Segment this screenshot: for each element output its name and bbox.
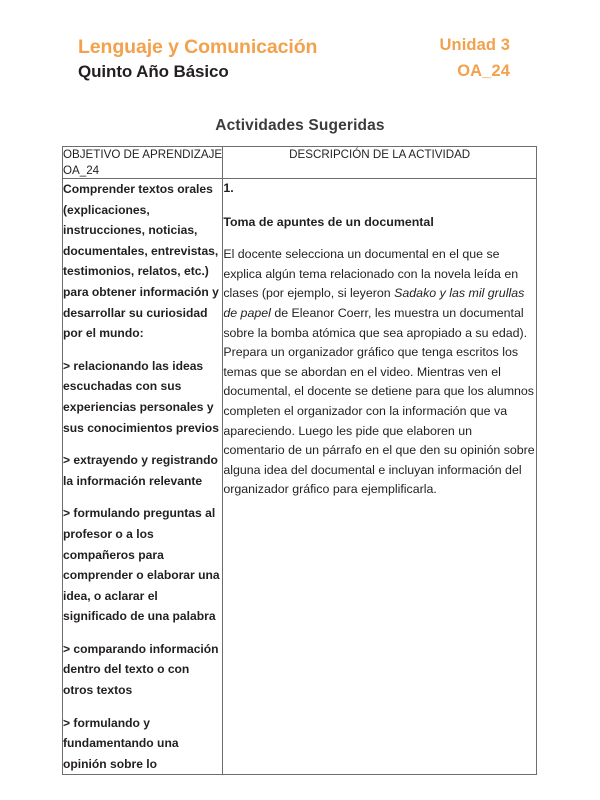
activities-table [62,146,537,775]
objective-bullet-4: > formulando y fundamentando una opinión sobre lo [63,715,179,771]
subject-title: Lenguaje y Comunicación [78,36,318,58]
activity-subtitle: Toma de apuntes de un documental [223,214,434,229]
header-row-secondary [78,62,510,84]
column-header-objective: OBJETIVO DE APRENDIZAJE OA_24 [63,148,223,177]
activity-number: 1. [223,181,234,195]
activity-body-part2: de Eleanor Coerr, les muestra un documental sobre la bomba atómica que sea apropiado a su edad). Prepara un organizador gráfico que tenga escritos los temas que se abordan en el video. Mientras ven el documental, el docente se detiene para que los alumnos completen el organizador con la información que va apareciendo. Luego les pide que elaboren un comentario de un párrafo en el que den su opinión sobre alguna idea del documental e incluyan información del organizador gráfico para ejemplificarla. [223,305,535,497]
activity-book-title: Sadako y las mil grullas de papel [223,286,525,320]
document-header [78,36,510,88]
objective-bullet-0: > relacionando las ideas escuchadas con sus experiencias personales y sus conocimientos previos [63,358,219,435]
objective-bullet-2: > formulando preguntas al profesor o a los compañeros para comprender o elaborar una idea, o aclarar el significado de una palabra [63,506,220,624]
header-row-primary [78,36,510,58]
table-header-row [63,147,537,179]
objective-bullet-1: > extrayendo y registrando la información relevante [63,453,218,488]
column-header-description: DESCRIPCIÓN DE LA ACTIVIDAD [223,147,537,179]
page-title: Actividades Sugeridas [215,117,385,134]
activity-cell [223,179,537,775]
grade-level-label: Quinto Año Básico [78,62,229,81]
objective-bullet-3: > comparando información dentro del texto o con otros textos [63,641,219,698]
objective-cell [63,179,223,775]
activity-body-part1: El docente selecciona un documental en el que se explica algún tema relacionado con la novela leída en clases (por ejemplo, si leyeron [223,247,519,301]
objective-intro: Comprender textos orales (explicaciones, instrucciones, noticias, documentales, entrevistas, testimonios, relatos, etc.) para obtener información y desarrollar su curiosidad por el mundo: [63,182,219,341]
oa-code-label: OA_24 [457,62,510,80]
table-row [63,179,537,775]
activity-body [223,245,536,500]
unit-label: Unidad 3 [439,36,510,54]
